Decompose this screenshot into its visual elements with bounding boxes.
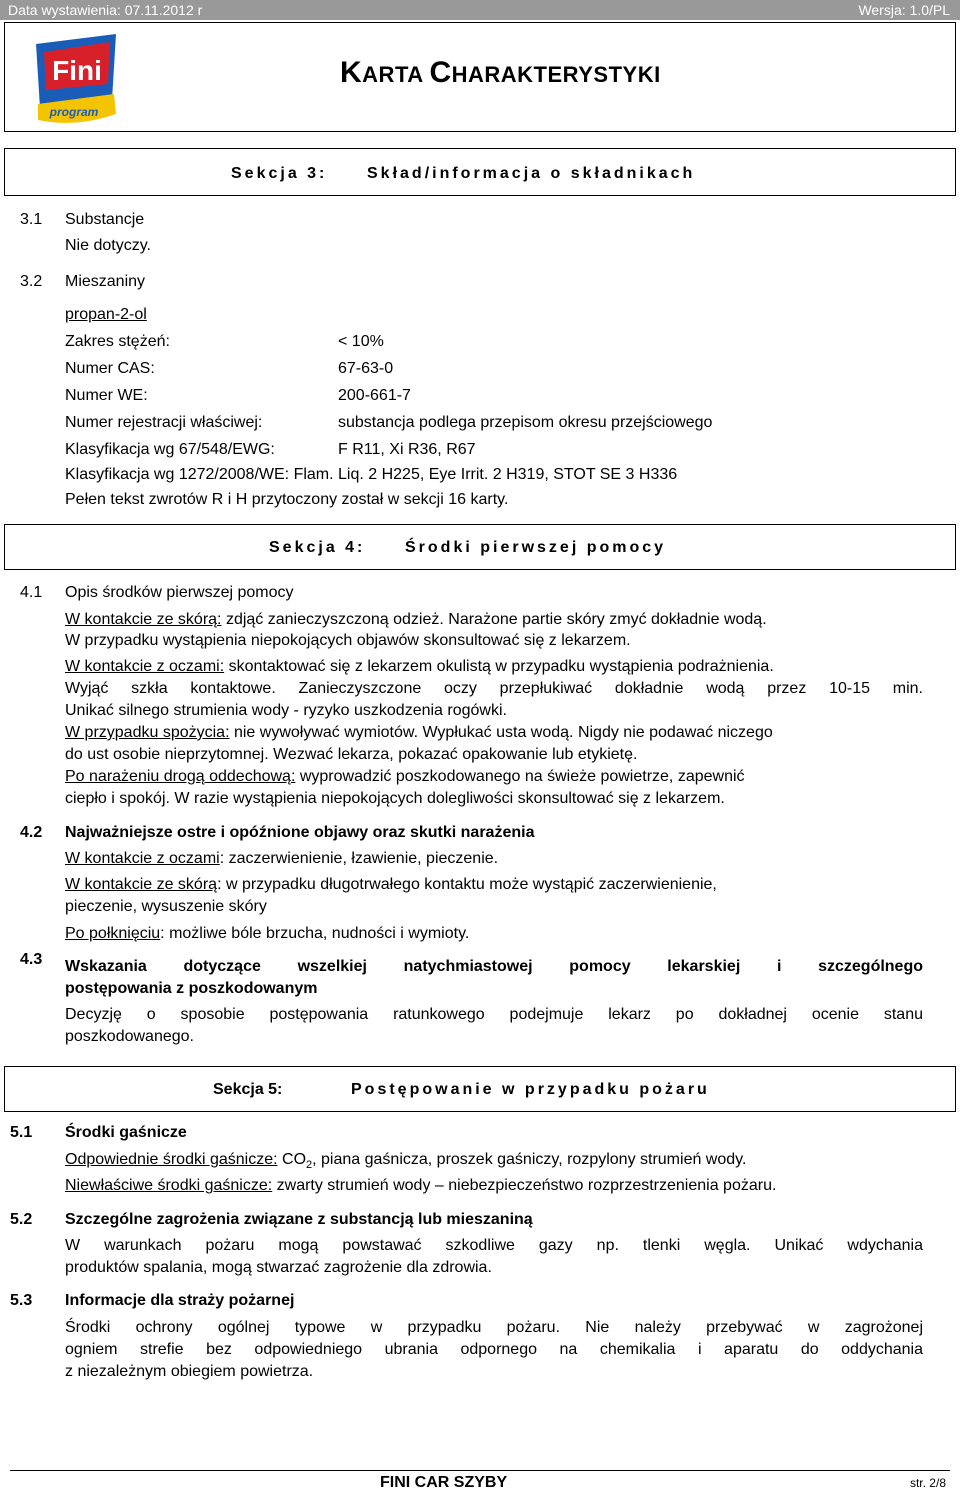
heading-5-2: Szczególne zagrożenia związane z substancją lub mieszaniną	[65, 1211, 533, 1228]
eyes-text-2: Wyjąć szkła kontaktowe. Zanieczyszczone oczy przepłukiwać dokładnie wodą przez 10-15 min.	[65, 680, 923, 697]
heading-5-3: Informacje dla straży pożarnej	[65, 1292, 295, 1309]
row-label: Klasyfikacja wg 67/548/EWG:	[65, 441, 275, 458]
ingestion-label: W przypadku spożycia:	[65, 724, 230, 741]
text-5-3c: z niezależnym obiegiem powietrza.	[65, 1363, 314, 1380]
logo-sub: program	[49, 105, 99, 119]
section-4-title: Środki pierwszej pomocy	[405, 539, 667, 556]
heading-3-1: Substancje	[65, 211, 145, 228]
row-value: 67-63-0	[338, 360, 394, 377]
skin-text: zdjąć zanieczyszczoną odzież. Narażone partie skóry zmyć dokładnie wodą.	[221, 611, 767, 628]
extinguish-bad-text: zwarty strumień wody – niebezpieczeństwo rozprzestrzenienia pożaru.	[272, 1177, 777, 1194]
text-5-3b: ogniem strefie bez odpowiedniego ubrania odpornego na chemikalia i aparatu do oddychania	[65, 1341, 923, 1358]
section-4-number: Sekcja 4:	[269, 539, 366, 556]
extinguish-ok-label: Odpowiednie środki gaśnicze:	[65, 1151, 278, 1168]
row-value: < 10%	[338, 333, 384, 350]
text-4-3: Decyzję o sposobie postępowania ratunkowego podejmuje lekarz po dokładnej ocenie stanu	[65, 1006, 923, 1023]
swallow-text: : możliwe bóle brzucha, nudności i wymioty.	[160, 925, 470, 942]
text-5-2: W warunkach pożaru mogą powstawać szkodliwe gazy np. tlenki węgla. Unikać wdychania	[65, 1237, 923, 1254]
top-bar	[0, 0, 960, 20]
num-4-2: 4.2	[20, 824, 43, 841]
eyes2-label: W kontakcie z oczami	[65, 850, 220, 867]
text-4-3b: poszkodowanego.	[65, 1028, 194, 1045]
substance-name: propan-2-ol	[65, 306, 147, 323]
skin2-text-2: pieczenie, wysuszenie skóry	[65, 898, 267, 915]
text-5-2b: produktów spalania, mogą stwarzać zagrożenie dla zdrowia.	[65, 1259, 492, 1276]
row-label: Numer rejestracji właściwej:	[65, 414, 263, 431]
issue-date: Data wystawienia: 07.11.2012 r	[8, 2, 203, 18]
swallow-label: Po połknięciu	[65, 925, 161, 942]
section-3-number: Sekcja 3:	[231, 165, 328, 182]
section-5-title: Postępowanie w przypadku pożaru	[351, 1081, 710, 1098]
inhalation-text: wyprowadzić poszkodowanego na świeże powietrze, zapewnić	[295, 768, 745, 785]
eyes-label: W kontakcie z oczami:	[65, 658, 225, 675]
document-title: KARTA CHARAKTERYSTYKI	[340, 56, 661, 89]
section-3-title: Skład/informacja o składnikach	[367, 165, 696, 182]
heading-3-2: Mieszaniny	[65, 273, 146, 290]
row-value: 200-661-7	[338, 387, 411, 404]
fulltext-note: Pełen tekst zwrotów R i H przytoczony został w sekcji 16 karty.	[65, 491, 509, 508]
num-5-1: 5.1	[10, 1124, 33, 1141]
eyes-text-3: Unikać silnego strumienia wody - ryzyko uszkodzenia rogówki.	[65, 702, 507, 719]
skin-label: W kontakcie ze skórą:	[65, 611, 222, 628]
text-3-1: Nie dotyczy.	[65, 237, 151, 254]
inhalation-text-2: ciepło i spokój. W razie wystąpienia niepokojących dolegliwości skonsultować się z lekarzem.	[65, 790, 725, 807]
num-4-1: 4.1	[20, 584, 43, 601]
skin-text-2: W przypadku wystąpienia niepokojących objawów skonsultować się z lekarzem.	[65, 632, 631, 649]
text-5-3: Środki ochrony ogólnej typowe w przypadku pożaru. Nie należy przebywać w zagrożonej	[65, 1319, 923, 1336]
section-5-number: Sekcja 5:	[213, 1081, 283, 1098]
logo-text: Fini	[52, 55, 102, 86]
ingestion-text: nie wywoływać wymiotów. Wypłukać usta wodą. Nigdy nie podawać niczego	[229, 724, 773, 741]
row-label: Numer CAS:	[65, 360, 155, 377]
heading-4-3: Wskazania dotyczące wszelkiej natychmiastowej pomocy lekarskiej i szczególnego	[65, 958, 923, 975]
row-label: Numer WE:	[65, 387, 148, 404]
extinguish-bad-label: Niewłaściwe środki gaśnicze:	[65, 1177, 273, 1194]
num-3-2: 3.2	[20, 273, 43, 290]
inhalation-label: Po narażeniu drogą oddechową:	[65, 768, 296, 785]
eyes-text: skontaktować się z lekarzem okulistą w przypadku wystąpienia podrażnienia.	[224, 658, 774, 675]
num-3-1: 3.1	[20, 211, 43, 228]
skin2-text: : w przypadku długotrwałego kontaktu może wystąpić zaczerwienienie,	[217, 876, 717, 893]
product-name: FINI CAR SZYBY	[380, 1474, 508, 1491]
section-3-box	[4, 148, 956, 196]
version: Wersja: 1.0/PL	[858, 2, 950, 18]
clp-classification: Klasyfikacja wg 1272/2008/WE: Flam. Liq. 2 H225, Eye Irrit. 2 H319, STOT SE 3 H336	[65, 466, 678, 483]
heading-4-2: Najważniejsze ostre i opóźnione objawy oraz skutki narażenia	[65, 824, 535, 841]
heading-4-1: Opis środków pierwszej pomocy	[65, 584, 294, 601]
extinguish-ok-text: , piana gaśnicza, proszek gaśniczy, rozpylony strumień wody.	[312, 1151, 747, 1168]
page-number: str. 2/8	[909, 1476, 946, 1490]
heading-5-1: Środki gaśnicze	[65, 1124, 187, 1141]
num-4-3: 4.3	[20, 951, 43, 968]
section-5-box	[4, 1066, 956, 1112]
heading-4-3b: postępowania z poszkodowanym	[65, 980, 318, 997]
row-label: Zakres stężeń:	[65, 333, 170, 350]
row-value: substancja podlega przepisom okresu przejściowego	[338, 414, 713, 431]
ingestion-text-2: do ust osobie nieprzytomnej. Wezwać lekarza, pokazać opakowanie lub etykietę.	[65, 746, 638, 763]
eyes2-text: : zaczerwienienie, łzawienie, pieczenie.	[219, 850, 499, 867]
skin2-label: W kontakcie ze skórą	[65, 876, 218, 893]
row-value: F R11, Xi R36, R67	[338, 441, 476, 458]
num-5-2: 5.2	[10, 1211, 33, 1228]
num-5-3: 5.3	[10, 1292, 33, 1309]
fini-logo	[30, 30, 122, 126]
footer-divider	[10, 1470, 950, 1471]
section-4-box	[4, 524, 956, 570]
